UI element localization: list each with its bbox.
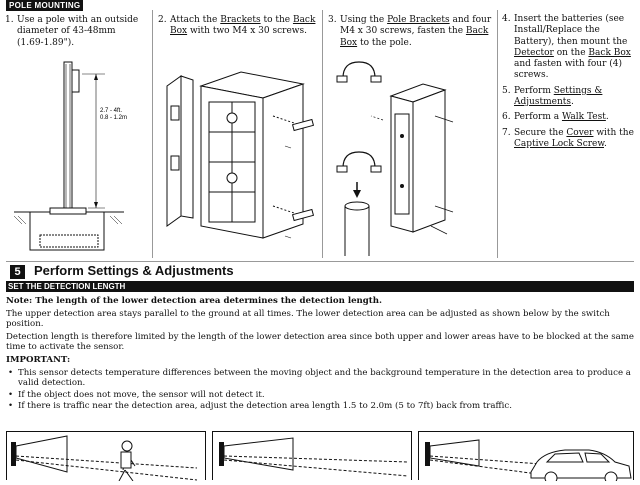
important-label: IMPORTANT: bbox=[6, 354, 71, 365]
step2-text: 2. Attach the Brackets to the Back Box with two M4 x 30 screws. bbox=[158, 15, 316, 37]
detection-panel-person bbox=[6, 431, 206, 480]
detection-diagram-panels bbox=[6, 431, 634, 480]
detection-length-header: SET THE DETECTION LENGTH bbox=[6, 281, 634, 292]
brackets-term: Brackets bbox=[220, 15, 261, 25]
dimension-meters-label: 0.8 - 1.2m bbox=[100, 115, 128, 121]
step7-text: 7. Secure the Cover with the Captive Lock Screw. bbox=[502, 127, 634, 149]
person-detection-illustration bbox=[7, 432, 207, 481]
step5-text: 5. Perform Settings & Adjustments. bbox=[502, 85, 603, 108]
walk-test-link[interactable]: Walk Test bbox=[561, 112, 606, 123]
section-title: Perform Settings & Adjustments bbox=[34, 263, 234, 278]
bracket-attach-illustration bbox=[153, 46, 323, 258]
cover-term: Cover bbox=[566, 127, 594, 138]
settings-adjustments-link[interactable]: Settings & Adjustments bbox=[514, 85, 603, 108]
step4-text: 4. Insert the batteries (see Install/Replace the Battery), then mount the Detector on the Back Box and fasten with four (4) screws. bbox=[502, 14, 631, 81]
detection-panel-vehicle bbox=[418, 431, 634, 480]
note-text: Note: The length of the lower detection area determines the detection length. bbox=[6, 296, 383, 306]
detection-panel-beam bbox=[212, 431, 412, 480]
detector-term: Detector bbox=[514, 47, 554, 58]
vehicle-detection-illustration bbox=[419, 432, 635, 481]
captive-lock-screw-term: Captive Lock Screw bbox=[514, 138, 604, 149]
paragraph-upper-area: The upper detection area stays parallel to the ground at all times. The lower detection area can be adjusted as shown below by the switch position. bbox=[6, 308, 610, 330]
step2-column bbox=[152, 10, 323, 258]
section5-heading bbox=[6, 261, 634, 278]
detection-length-body bbox=[6, 296, 634, 413]
list-item: • If there is traffic near the detection area, adjust the detection area length 1.5 to 2.0m (5 to 7ft) back from traffic. bbox=[8, 401, 512, 412]
back-box-term: Back Box bbox=[588, 47, 631, 58]
important-bullet-list bbox=[6, 368, 634, 412]
step1-text: 1. Use a pole with an outside diameter of 43-48mm (1.69-1.89"). bbox=[5, 15, 139, 48]
step3-column bbox=[322, 10, 498, 258]
pole-brackets-term: Pole Brackets bbox=[387, 15, 450, 25]
step6-text: 6. Perform a Walk Test. bbox=[502, 112, 609, 123]
back-box-term: Back Box bbox=[340, 26, 489, 48]
dimension-feet-label: 2.7 - 4ft. bbox=[100, 108, 123, 114]
pole-height-illustration bbox=[0, 50, 152, 258]
step3-text: 3. Using the Pole Brackets and four M4 x 30 screws, fasten the Back Box to the pole. bbox=[328, 15, 492, 48]
final-steps-list bbox=[502, 14, 636, 154]
section-number-badge: 5 bbox=[10, 265, 25, 279]
mounting-steps-grid bbox=[0, 10, 640, 258]
back-box-term: Back Box bbox=[170, 15, 316, 37]
list-item: • If the object does not move, the sensor will not detect it. bbox=[8, 389, 265, 400]
list-item: • This sensor detects temperature differences between the moving object and the background temperature in the detection area to produce a valid detection. bbox=[8, 367, 631, 389]
pole-bracket-illustration bbox=[323, 56, 498, 258]
step1-column bbox=[0, 10, 152, 258]
beam-detection-illustration bbox=[213, 432, 413, 481]
pole-mounting-header: POLE MOUNTING bbox=[6, 0, 83, 11]
paragraph-detection-limit: Detection length is therefore limited by the length of the lower detection area since both upper and lower areas have to be blocked at the same time to activate the sensor. bbox=[6, 331, 635, 353]
steps4-7-column bbox=[497, 10, 640, 258]
